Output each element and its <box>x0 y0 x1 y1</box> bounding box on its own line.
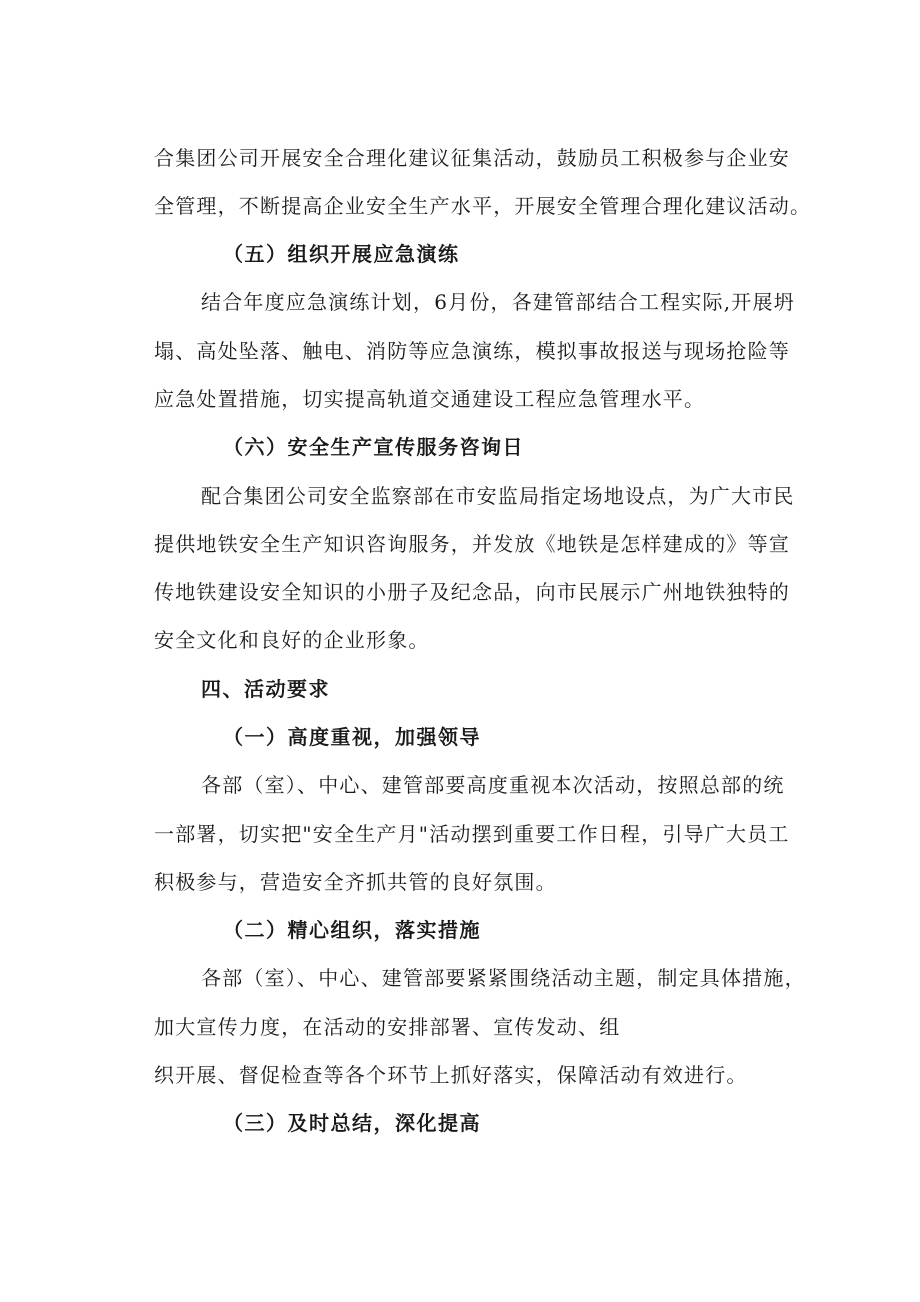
section-heading: （一）高度重视，加强领导 <box>223 725 481 749</box>
body-text-line: 合集团公司开展安全合理化建议征集活动，鼓励员工积极参与企业安 <box>154 146 790 170</box>
body-text-line: 安全文化和良好的企业形象。 <box>154 628 430 652</box>
section-heading: （三）及时总结，深化提高 <box>223 1111 481 1135</box>
body-text-line: 各部（室）、中心、建管部要高度重视本次活动，按照总部的统 <box>201 773 785 797</box>
chapter-heading: 四、活动要求 <box>201 677 330 701</box>
body-text-line: 加大宣传力度，在活动的安排部署、宣传发动、组 <box>154 1015 621 1039</box>
body-text-line: 结合年度应急演练计划，6月份，各建管部结合工程实际,开展坍 <box>201 290 795 314</box>
body-text-line: 一部署，切实把"安全生产月"活动摆到重要工作日程，引导广大员工 <box>154 822 790 846</box>
body-text-line: 配合集团公司安全监察部在市安监局指定场地设点，为广大市民 <box>201 484 795 508</box>
body-text-line: 积极参与，营造安全齐抓共管的良好氛围。 <box>154 870 557 894</box>
body-text-line: 提供地铁安全生产知识咨询服务，并发放《地铁是怎样建成的》等宣 <box>154 532 790 556</box>
body-text-line: 应急处置措施，切实提高轨道交通建设工程应急管理水平。 <box>154 387 706 411</box>
body-text-line: 塌、高处坠落、触电、消防等应急演练，模拟事故报送与现场抢险等 <box>154 339 790 363</box>
body-text-line: 全管理，不断提高企业安全生产水平，开展安全管理合理化建议活动。 <box>154 194 812 218</box>
body-text-line: 传地铁建设安全知识的小册子及纪念品，向市民展示广州地铁独特的 <box>154 580 790 604</box>
section-heading: （五）组织开展应急演练 <box>223 242 460 266</box>
body-text-line: 织开展、督促检查等各个环节上抓好落实，保障活动有效进行。 <box>154 1063 748 1087</box>
section-heading: （二）精心组织，落实措施 <box>223 918 481 942</box>
section-heading: （六）安全生产宣传服务咨询日 <box>223 435 524 459</box>
body-text-line: 各部（室）、中心、建管部要紧紧围绕活动主题，制定具体措施， <box>201 966 806 990</box>
